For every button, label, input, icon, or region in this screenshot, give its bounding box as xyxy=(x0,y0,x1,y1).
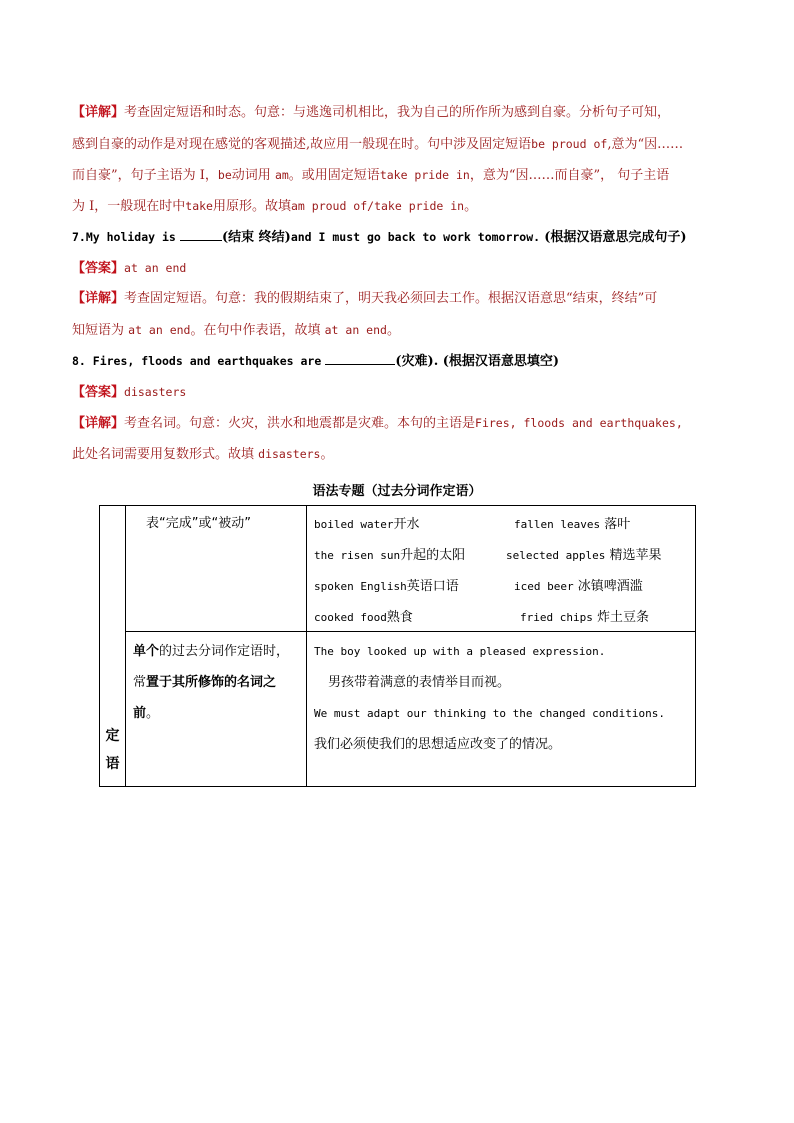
detail-text: 。在句中作表语，故填 xyxy=(190,323,321,338)
example-en: cooked food xyxy=(314,611,387,624)
side-label-char: 定 xyxy=(105,728,120,744)
row2-label-bold: 置于其所修饰的名词之 xyxy=(146,675,277,690)
detail-text: 考查固定短语。句意：我的假期结束了，明天我必须回去工作。根据汉语意思“结束，终结”可 xyxy=(124,291,658,306)
answer-8 xyxy=(72,382,186,403)
question-hint: (灾难) xyxy=(395,354,434,369)
row2-label-cell xyxy=(126,632,307,787)
example-pair-row xyxy=(314,569,695,600)
phrase: take xyxy=(185,199,213,213)
detail-8-line-1 xyxy=(72,413,683,434)
row2-label: 。 xyxy=(146,706,160,721)
example-cn: 精选苹果 xyxy=(609,548,662,563)
question-instruction: (根据汉语意思完成句子) xyxy=(544,230,687,245)
example-cn: 炸土豆条 xyxy=(597,610,650,625)
answer-tag: 【答案】 xyxy=(72,385,125,400)
detail-line-3 xyxy=(72,165,669,186)
example-pair-row xyxy=(314,600,695,631)
example-cn: 落叶 xyxy=(604,517,631,532)
answer-tag: 【答案】 xyxy=(72,261,125,276)
example-pair-row xyxy=(314,538,695,569)
phrase: am proud of/take pride in xyxy=(291,199,465,213)
detail-line-1 xyxy=(72,103,670,123)
example-cn: 升起的太阳 xyxy=(400,548,466,563)
detail-text: 用原形。故填 xyxy=(212,199,291,214)
row1-examples-cell xyxy=(307,506,696,632)
example-en: iced beer xyxy=(514,580,574,593)
side-label-cell xyxy=(100,506,126,787)
example-cn: 开水 xyxy=(393,517,420,532)
example-sentence-cn: 男孩带着满意的表情举目而视。 xyxy=(328,675,511,690)
detail-text: 动词用 xyxy=(231,168,271,183)
phrase: am xyxy=(274,168,289,182)
answer-7 xyxy=(72,258,186,279)
example-sentence-en: We must adapt our thinking to the changed conditions. xyxy=(314,707,665,720)
example-pair-row xyxy=(314,507,695,538)
detail-tag: 【详解】 xyxy=(72,291,125,306)
detail-text: 。或用固定短语 xyxy=(288,168,380,183)
detail-text: 此处名词需要用复数形式。故填 xyxy=(72,447,255,462)
row2-label-bold: 前 xyxy=(133,706,147,721)
answer-blank xyxy=(325,352,395,365)
phrase: disasters xyxy=(258,447,321,461)
question-7 xyxy=(72,227,687,248)
detail-7-line-2 xyxy=(72,320,400,341)
question-instruction: . (根据汉语意思填空) xyxy=(433,354,560,369)
detail-text: 为 I，一般现在时中 xyxy=(72,199,186,214)
phrase: be xyxy=(217,168,232,182)
table-row xyxy=(100,632,696,787)
phrase: be proud of xyxy=(531,137,608,151)
row2-label: 的过去分词作定语时， xyxy=(159,644,290,659)
detail-tag: 【详解】 xyxy=(72,416,125,431)
example-en: selected apples xyxy=(506,549,606,562)
grammar-table xyxy=(99,505,696,787)
example-sentence-en: The boy looked up with a pleased expression. xyxy=(314,645,606,658)
question-text: 8. Fires, floods and earthquakes are xyxy=(72,354,322,368)
phrase: Fires, floods and earthquakes, xyxy=(475,416,683,430)
detail-text: 考查固定短语和时态。句意：与逃逸司机相比，我为自己的所作所为感到自豪。分析句子可知， xyxy=(124,105,671,120)
example-cn: 熟食 xyxy=(386,610,413,625)
answer-text: disasters xyxy=(124,385,187,399)
example-cn: 冰镇啤酒滥 xyxy=(577,579,643,594)
example-en: fried chips xyxy=(520,611,593,624)
detail-8-line-2 xyxy=(72,444,333,465)
answer-text: at an end xyxy=(124,261,187,275)
example-en: spoken English xyxy=(314,580,407,593)
detail-text: 而自豪”，句子主语为 I， xyxy=(72,168,218,183)
example-cn: 英语口语 xyxy=(406,579,459,594)
detail-line-2 xyxy=(72,134,683,155)
detail-text: 知短语为 xyxy=(72,323,125,338)
row2-label: 常 xyxy=(133,675,147,690)
example-sentence-cn: 我们必须使我们的思想适应改变了的情况。 xyxy=(314,737,562,752)
detail-7-line-1 xyxy=(72,289,657,309)
side-label-char: 语 xyxy=(105,756,120,772)
example-en: the risen sun xyxy=(314,549,401,562)
detail-text: ，意为“因……而自豪”， 句子主语 xyxy=(469,168,670,183)
row1-label: 表“完成”或“被动” xyxy=(146,516,251,531)
table-title: 语法专题（过去分词作定语） xyxy=(312,484,482,499)
example-en: fallen leaves xyxy=(514,518,601,531)
phrase: take pride in xyxy=(379,168,470,182)
detail-text: 。 xyxy=(320,447,334,462)
detail-line-4 xyxy=(72,196,477,217)
detail-tag: 【详解】 xyxy=(72,105,125,120)
detail-text: 。 xyxy=(386,323,400,338)
detail-text: 考查名词。句意：火灾，洪水和地震都是灾难。本句的主语是 xyxy=(124,416,476,431)
question-hint: (结束 终结) xyxy=(222,230,291,245)
phrase: at an end xyxy=(324,323,387,337)
detail-text: 感到自豪的动作是对现在感觉的客观描述,故应用一般现在时。句中涉及固定短语 xyxy=(72,137,532,152)
phrase: at an end xyxy=(128,323,191,337)
detail-text: ,意为“因…… xyxy=(607,137,684,152)
row2-examples-cell xyxy=(307,632,696,787)
question-text: and I must go back to work tomorrow. xyxy=(290,230,541,244)
question-8 xyxy=(72,351,559,372)
row1-label-cell xyxy=(126,506,307,632)
table-row xyxy=(100,506,696,632)
answer-blank xyxy=(180,228,222,241)
detail-text: 。 xyxy=(464,199,478,214)
question-text: 7.My holiday is xyxy=(72,230,176,244)
example-en: boiled water xyxy=(314,518,394,531)
row2-label-bold: 单个 xyxy=(133,644,160,659)
